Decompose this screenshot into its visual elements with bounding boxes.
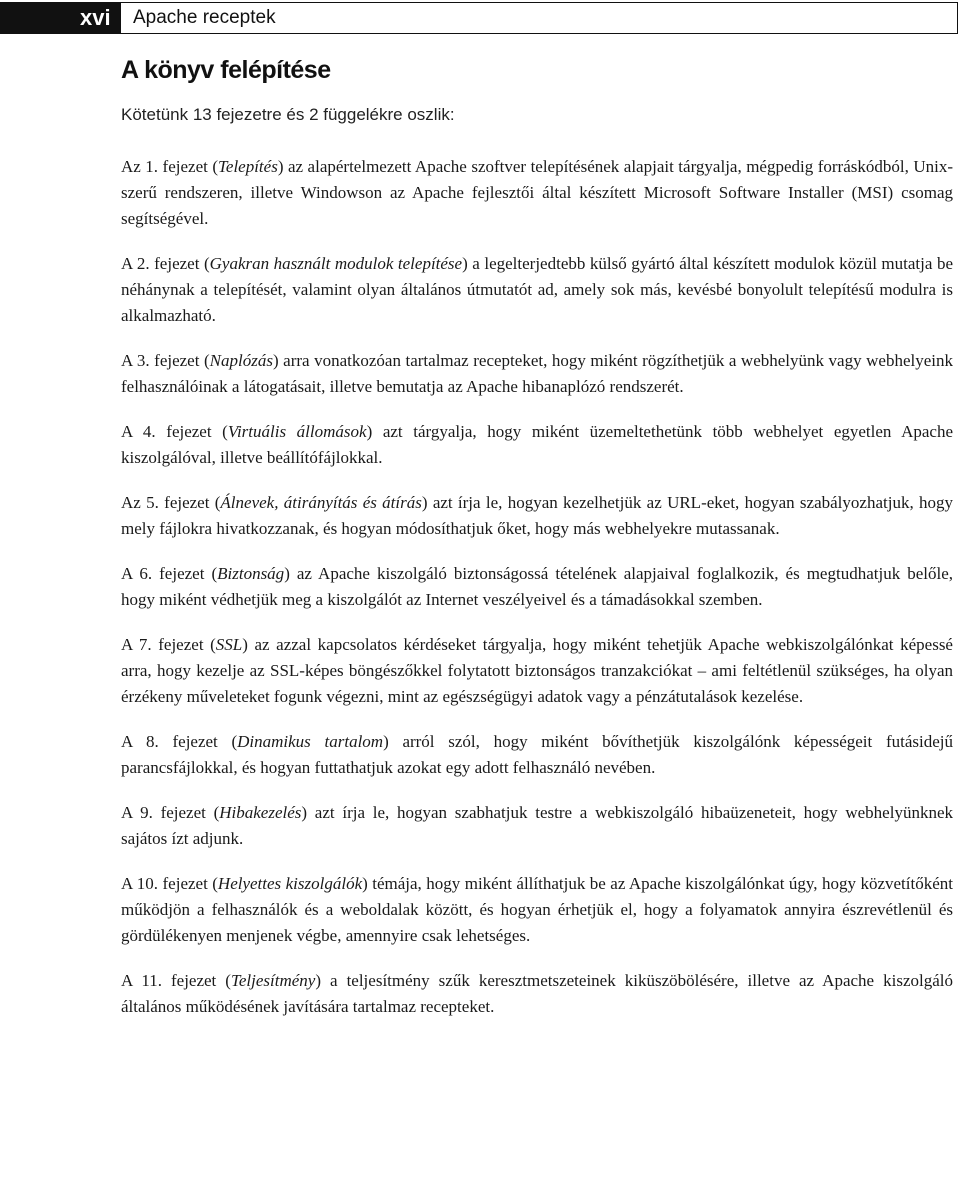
running-title: Apache receptek	[120, 2, 958, 34]
chapter-title-1: Telepítés	[218, 157, 278, 176]
chapter-paragraph-11: A 11. fejezet (Teljesítmény) a teljesítmény szűk keresztmetszeteinek kiküszöbölésére, illetve az Apache kiszolgáló általános működésének javítására tartalmaz recepteket.	[121, 971, 953, 1016]
chapter-title-11: Teljesítmény	[230, 971, 316, 990]
chapter-paragraph-7: A 7. fejezet (SSL) az azzal kapcsolatos kérdéseket tárgyalja, hogy miként tehetjük Apache webkiszolgálónkat képessé arra, hogy kezelje az SSL-képes böngészőkkel folytatott biztonságos tranzakciókat – ami feltétlenül szükséges, ha olyan érzékeny műveleteket fogunk végezni, mint az egészségügyi adatok vagy a pénzátutalások kezelése.	[121, 635, 953, 706]
chapter-paragraph-2: A 2. fejezet (Gyakran használt modulok telepítése) a legelterjedtebb külső gyártó által készített modulok közül mutatja be néhánynak a telepítését, valamint olyan általános útmutatót ad, amely sok más, kevésbé bonyolult telepítésű modulra is alkalmazható.	[121, 254, 953, 325]
chapter-title-2: Gyakran használt modulok telepítése	[209, 254, 463, 273]
chapter-paragraph-9: A 9. fejezet (Hibakezelés) azt írja le, hogyan szabhatjuk testre a webkiszolgáló hibaüzeneteit, hogy webhelyünknek sajátos ízt adjunk.	[121, 803, 953, 848]
chapter-paragraph-10: A 10. fejezet (Helyettes kiszolgálók) témája, hogy miként állíthatjuk be az Apache kiszolgálónkat úgy, hogy közvetítőként működjön a felhasználók és a weboldalak között, és hogyan érhetjük el, hogy a folyamatok annyira észrevétlenül és gördülékenyen menjenek végbe, amennyire csak lehetséges.	[121, 874, 953, 945]
page-header	[0, 2, 958, 34]
page-number: xvi	[0, 2, 120, 34]
chapter-paragraph-4: A 4. fejezet (Virtuális állomások) azt tárgyalja, hogy miként üzemeltethetünk több webhelyet egyetlen Apache kiszolgálóval, illetve beállítófájlokkal.	[121, 422, 953, 467]
chapter-title-9: Hibakezelés	[219, 803, 302, 822]
chapter-title-4: Virtuális állomások	[227, 422, 367, 441]
chapter-paragraph-3: A 3. fejezet (Naplózás) arra vonatkozóan tartalmaz recepteket, hogy miként rögzíthetjük a webhelyünk vagy webhelyeink felhasználóinak a látogatásait, illetve bemutatja az Apache hibanaplózó rendszerét.	[121, 351, 953, 396]
chapter-paragraph-5: Az 5. fejezet (Álnevek, átirányítás és átírás) azt írja le, hogyan kezelhetjük az URL-eket, hogyan szabályozhatjuk, hogy mely fájlokra hivatkozzanak, és hogyan módosíthatjuk őket, hogy más webhelyekre mutassanak.	[121, 493, 953, 538]
chapter-title-3: Naplózás	[209, 351, 273, 370]
section-title: A könyv felépítése	[121, 56, 331, 84]
chapter-title-5: Álnevek, átirányítás és átírás	[220, 493, 422, 512]
chapter-paragraph-1: Az 1. fejezet (Telepítés) az alapértelmezett Apache szoftver telepítésének alapjait tárgyalja, mégpedig forráskódból, Unix-szerű rendszeren, illetve Windowson az Apache fejlesztői által készített Microsoft Software Installer (MSI) csomag segítségével.	[121, 157, 953, 228]
chapter-title-6: Biztonság	[217, 564, 285, 583]
chapter-title-10: Helyettes kiszolgálók	[217, 874, 363, 893]
section-intro: Kötetünk 13 fejezetre és 2 függelékre oszlik:	[121, 105, 455, 124]
chapter-paragraph-8: A 8. fejezet (Dinamikus tartalom) arról szól, hogy miként bővíthetjük kiszolgálónk képességeit futásidejű parancsfájlokkal, és hogyan futtathatjuk azokat egy adott felhasználó nevében.	[121, 732, 953, 777]
chapter-paragraph-6: A 6. fejezet (Biztonság) az Apache kiszolgáló biztonságossá tételének alapjaival foglalkozik, és megtudhatjuk belőle, hogy miként védhetjük meg a kiszolgálót az Internet veszélyeivel és a támadásokkal szemben.	[121, 564, 954, 609]
chapter-title-8: Dinamikus tartalom	[237, 732, 384, 751]
page-content	[121, 54, 953, 1039]
chapter-title-7: SSL	[215, 635, 243, 654]
